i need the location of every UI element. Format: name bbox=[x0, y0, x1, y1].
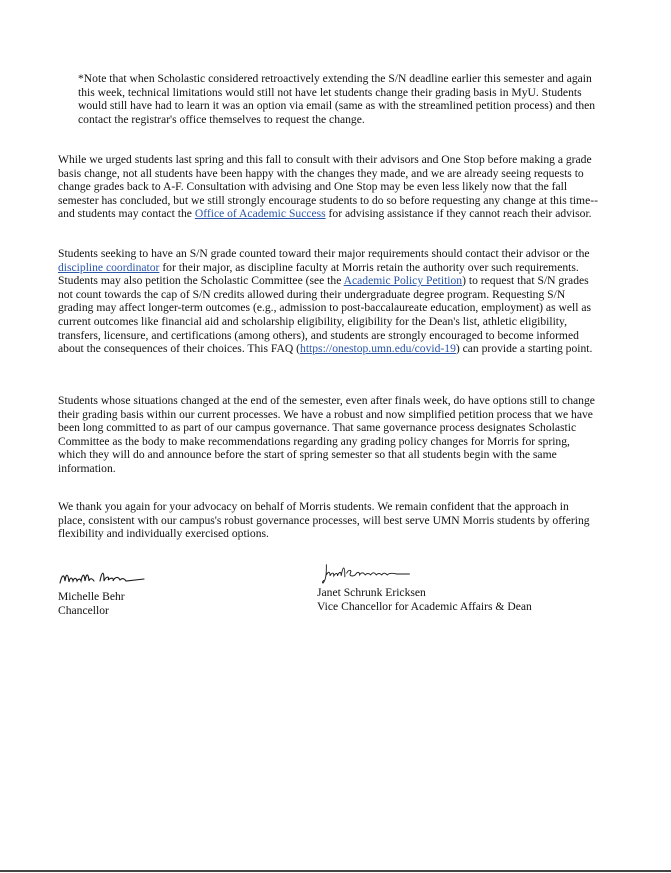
signature-block-chancellor bbox=[58, 566, 148, 617]
major-text-4: ) can provide a starting point. bbox=[455, 342, 593, 356]
office-of-academic-success-link[interactable]: Office of Academic Success bbox=[194, 207, 326, 221]
footnote-paragraph: *Note that when Scholastic considered retroactively extending the S/N deadline earlier this semester and again this week, technical limitations would still not have let students change their grading basis in MyU. Students would still have had to learn it was an option via email (same as with the streamlined petition process) and then contact the registrar's office themselves to request the change. bbox=[78, 72, 596, 126]
signature-block-vice-chancellor bbox=[317, 562, 532, 613]
chancellor-title: Chancellor bbox=[58, 603, 109, 617]
page-bottom-edge bbox=[0, 870, 671, 872]
academic-policy-petition-link[interactable]: Academic Policy Petition bbox=[343, 274, 463, 288]
major-requirements-paragraph bbox=[58, 247, 598, 356]
vice-chancellor-name: Janet Schrunk Ericksen bbox=[317, 586, 426, 599]
faq-link[interactable]: https://onestop.umn.edu/covid-19 bbox=[300, 342, 456, 356]
major-text-2: for their major, as discipline faculty at Morris retain the authority over such requirements. Students may also petition the Scholastic Committee (see the bbox=[58, 260, 579, 288]
advising-text-1: While we urged students last spring and this fall to consult with their advisors and One Stop before making a grade basis change, not all students have been happy with the changes they made, and we are already seeing requests to change grades back to A-F. Consultation with advising and One Stop may be even less likely now that the fall semester has concluded, but we still strongly encourage students to do so before requesting any change at this time--and students may contact the bbox=[58, 153, 598, 221]
vice-chancellor-title: Vice Chancellor for Academic Affairs & Dean bbox=[317, 599, 532, 613]
chancellor-name: Michelle Behr bbox=[58, 590, 125, 603]
advising-paragraph bbox=[58, 153, 598, 221]
governance-paragraph: Students whose situations changed at the end of the semester, even after finals week, do have options still to change their grading basis within our current processes. We have a robust and now simplified petition process that we have been long committed to as part of our campus governance. That same governance process designates Scholastic Committee as the body to make recommendations regarding any grading policy changes for Morris for spring, which they will do and announce before the start of spring semester so that all students begin with the same information. bbox=[58, 394, 595, 475]
advising-text-2: for advising assistance if they cannot reach their advisor. bbox=[325, 207, 592, 221]
discipline-coordinator-link[interactable]: discipline coordinator bbox=[58, 260, 160, 274]
closing-paragraph: We thank you again for your advocacy on behalf of Morris students. We remain confident that the approach in place, consistent with our campus's robust governance processes, will best serve UMN Morris students by offering flexibility and individually exercised options. bbox=[58, 500, 590, 541]
handwritten-signature-michelle-behr bbox=[58, 566, 148, 590]
major-text-3: ) to request that S/N grades not count towards the cap of S/N credits allowed during their undergraduate degree program. Requesting S/N grading may affect longer-term outcomes (e.g., admission to post-baccalaureate education, employment) as well as current outcomes like financial aid and scholarship eligibility, eligibility for the Dean's list, athletic eligibility, transfers, licensure, and certifications (among others), and students are strongly encouraged to become informed about the consequences of their choices. This FAQ ( bbox=[58, 274, 592, 356]
handwritten-signature-janet-ericksen bbox=[317, 562, 417, 586]
major-text-1: Students seeking to have an S/N grade counted toward their major requirements should contact their advisor or the bbox=[58, 247, 590, 260]
